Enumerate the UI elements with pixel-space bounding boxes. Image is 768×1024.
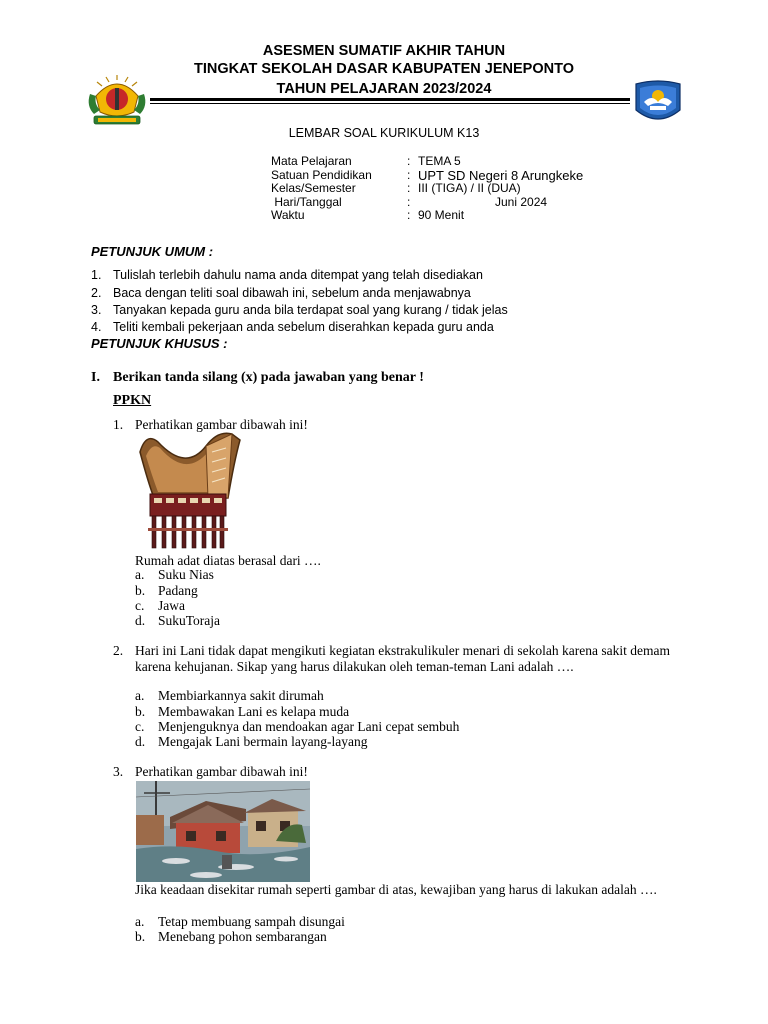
petunjuk-umum-title: PETUNJUK UMUM : [91, 244, 214, 259]
question-stem: Rumah adat diatas berasal dari …. [135, 553, 321, 568]
option-letter: d. [135, 613, 146, 628]
question-stem: Jika keadaan disekitar rumah seperti gambar di atas, kewajiban yang harus di lakukan adalah …. [135, 882, 657, 897]
flooded-houses-image [136, 781, 310, 882]
petunjuk-item-num: 2. [91, 286, 102, 300]
question-text: Perhatikan gambar dibawah ini! [135, 417, 308, 432]
option-text: Jawa [158, 598, 185, 613]
answer-option[interactable] [135, 613, 220, 629]
petunjuk-item-num: 1. [91, 268, 102, 282]
option-text: Membawakan Lani es kelapa muda [158, 704, 350, 719]
answer-option[interactable] [135, 704, 349, 720]
answer-option[interactable] [135, 688, 324, 704]
info-label: Satuan Pendidikan [271, 168, 372, 182]
section-roman: I. [91, 370, 100, 385]
header-line-1: ASESMEN SUMATIF AKHIR TAHUN [262, 43, 506, 59]
info-colon: : [407, 154, 411, 168]
info-colon: : [407, 208, 411, 222]
answer-option[interactable] [135, 719, 459, 735]
option-letter: b. [135, 583, 146, 598]
info-value: III (TIGA) / II (DUA) [418, 181, 521, 195]
petunjuk-item [91, 286, 471, 300]
tongkonan-house-image [136, 432, 244, 550]
option-text: Tetap membuang sampah disungai [158, 914, 345, 929]
option-text: Membiarkannya sakit dirumah [158, 688, 324, 703]
option-letter: c. [135, 598, 145, 613]
petunjuk-item-text: Tulislah terlebih dahulu nama anda ditempat yang telah disediakan [113, 268, 483, 282]
option-letter: b. [135, 929, 146, 944]
question-text: Perhatikan gambar dibawah ini! [135, 764, 308, 779]
question-3 [113, 764, 673, 780]
option-letter: a. [135, 688, 145, 703]
question-number: 1. [113, 417, 124, 432]
petunjuk-item-text: Tanyakan kepada guru anda bila terdapat soal yang kurang / tidak jelas [113, 303, 508, 317]
option-text: Suku Nias [158, 567, 214, 582]
petunjuk-khusus-title: PETUNJUK KHUSUS : [91, 336, 228, 351]
option-letter: a. [135, 567, 145, 582]
header-line-2: TINGKAT SEKOLAH DASAR KABUPATEN JENEPONTO [194, 61, 574, 77]
option-text: SukuToraja [158, 613, 221, 628]
option-text: Padang [158, 583, 198, 598]
option-letter: d. [135, 734, 146, 749]
info-value: UPT SD Negeri 8 Arungkeke [418, 168, 584, 183]
question-number: 3. [113, 764, 124, 779]
petunjuk-item [91, 320, 494, 334]
info-colon: : [407, 195, 411, 209]
answer-option[interactable] [135, 583, 198, 599]
info-colon: : [407, 168, 411, 182]
option-text: Menjenguknya dan mendoakan agar Lani cepat sembuh [158, 719, 460, 734]
info-label: Waktu [271, 208, 305, 222]
header-divider-thick [150, 98, 630, 101]
option-text: Menebang pohon sembarangan [158, 929, 327, 944]
question-text: Hari ini Lani tidak dapat mengikuti kegiatan ekstrakulikuler menari di sekolah karena sakit demam karena kehujanan. Sikap yang harus dilakukan oleh teman-teman Lani adalah …. [135, 643, 670, 674]
option-letter: a. [135, 914, 145, 929]
answer-option[interactable] [135, 929, 327, 945]
info-label: Kelas/Semester [271, 181, 356, 195]
petunjuk-item-num: 3. [91, 303, 102, 317]
petunjuk-item [91, 268, 483, 282]
answer-option[interactable] [135, 914, 345, 930]
petunjuk-item [91, 303, 508, 317]
subject-heading: PPKN [113, 393, 152, 408]
info-colon: : [407, 181, 411, 195]
option-letter: c. [135, 719, 145, 734]
question-2 [113, 643, 673, 691]
petunjuk-item-text: Teliti kembali pekerjaan anda sebelum diserahkan kepada guru anda [113, 320, 494, 334]
info-value: TEMA 5 [418, 154, 461, 168]
question-number: 2. [113, 643, 124, 658]
info-value: Juni 2024 [495, 195, 548, 209]
question-1 [113, 417, 673, 433]
info-value: 90 Menit [418, 208, 465, 222]
info-label: Mata Pelajaran [271, 154, 352, 168]
option-letter: b. [135, 704, 146, 719]
answer-option[interactable] [135, 598, 185, 614]
petunjuk-item-text: Baca dengan teliti soal dibawah ini, sebelum anda menjawabnya [113, 286, 471, 300]
info-label: Hari/Tanggal [271, 195, 342, 209]
header-line-3: TAHUN PELAJARAN 2023/2024 [276, 81, 492, 97]
answer-option[interactable] [135, 734, 368, 750]
worksheet-subtitle: LEMBAR SOAL KURIKULUM K13 [288, 126, 480, 140]
section-instruction-text: Berikan tanda silang (x) pada jawaban yang benar ! [113, 370, 424, 385]
option-text: Mengajak Lani bermain layang-layang [158, 734, 368, 749]
section-instruction [91, 370, 424, 386]
petunjuk-item-num: 4. [91, 320, 102, 334]
header-divider-thin [150, 103, 630, 104]
answer-option[interactable] [135, 567, 214, 583]
